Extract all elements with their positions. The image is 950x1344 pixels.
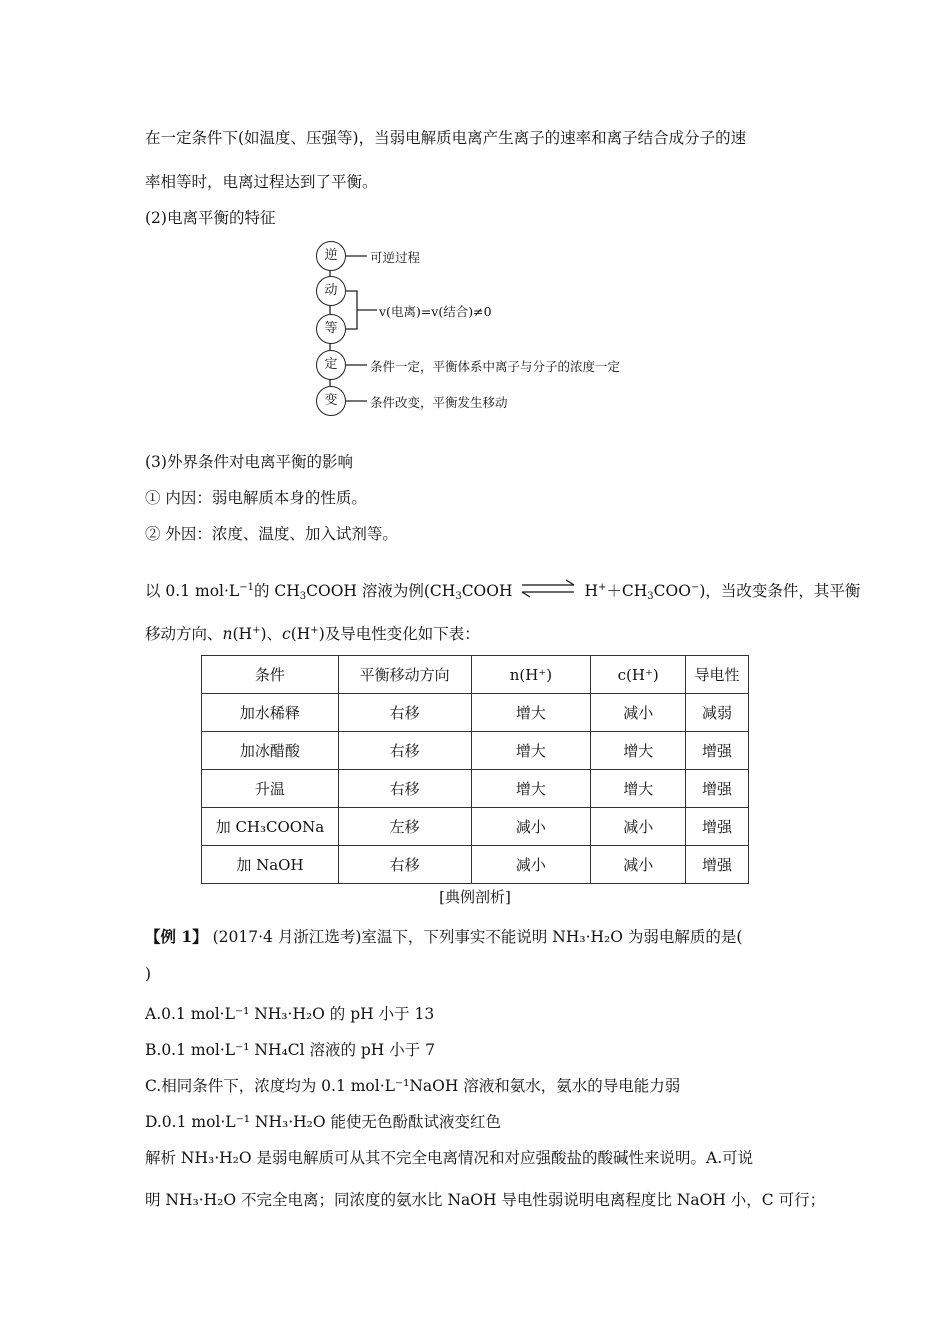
table-cell: 增大 (591, 770, 686, 808)
table-cell: 右移 (338, 846, 471, 884)
label-reversible: 可逆过程 (370, 250, 421, 265)
table-cell: 加水稀释 (202, 694, 339, 732)
table-cell: 增大 (591, 732, 686, 770)
label-change: 条件改变，平衡发生移动 (370, 395, 508, 410)
superscript: + (310, 625, 319, 636)
table-cell: 加 CH₃COONa (202, 808, 339, 846)
table-cell: 减小 (471, 808, 591, 846)
label-fixed: 条件一定，平衡体系中离子与分子的浓度一定 (370, 359, 621, 374)
node-reversible: 逆 (316, 241, 346, 271)
table-header-cell: 条件 (202, 656, 339, 694)
node-equal: 等 (316, 314, 346, 344)
table-header-cell: n(H⁺) (471, 656, 591, 694)
intro-text: 的 CH (253, 582, 300, 600)
table-cell: 减小 (591, 694, 686, 732)
table-cell: 增大 (471, 694, 591, 732)
table-cell: 左移 (338, 808, 471, 846)
example-text: (2017·4 月浙江选考)室温下，下列事实不能说明 NH₃·H₂O 为弱电解质的是( (207, 928, 743, 946)
table-cell: 右移 (338, 694, 471, 732)
intro-text: (H (290, 625, 311, 643)
intro-var: c (282, 625, 291, 643)
subscript: 3 (455, 591, 462, 602)
node-fixed: 定 (316, 350, 346, 380)
example-question (145, 925, 742, 947)
table-header-row (202, 656, 749, 694)
intro-line (145, 622, 480, 644)
label-equal-rates: v(电离)=v(结合)≠0 (379, 304, 492, 319)
superscript: −1 (239, 582, 254, 593)
table-cell: 加冰醋酸 (202, 732, 339, 770)
option-d: D.0.1 mol·L⁻¹ NH₃·H₂O 能使无色酚酞试液变红色 (145, 1113, 501, 1131)
intro-var: n (222, 625, 233, 643)
paragraph-line: 在一定条件下(如温度、压强等)，当弱电解质电离产生离子的速率和离子结合成分子的速 (145, 129, 747, 147)
equilibrium-arrow-icon (518, 578, 578, 600)
intro-text: 移动方向、 (145, 625, 223, 643)
table-row (202, 732, 749, 770)
table-cell: 减弱 (686, 694, 749, 732)
example-close-paren: ) (145, 965, 152, 983)
intro-text: )，当改变条件，其平衡 (699, 582, 861, 600)
table-cell: 加 NaOH (202, 846, 339, 884)
analysis-line: 明 NH₃·H₂O 不完全电离；同浓度的氨水比 NaOH 导电性弱说明电离程度比 NaOH 小，C 可行； (145, 1191, 826, 1209)
table-header-cell: 平衡移动方向 (338, 656, 471, 694)
table-cell: 增大 (471, 770, 591, 808)
table-cell: 增大 (471, 732, 591, 770)
equilibrium-shift-table (201, 655, 749, 884)
superscript: + (598, 582, 607, 593)
table-row (202, 770, 749, 808)
table-row (202, 694, 749, 732)
table-cell: 增强 (686, 846, 749, 884)
table-cell: 右移 (338, 770, 471, 808)
table-cell: 减小 (591, 808, 686, 846)
table-cell: 增强 (686, 808, 749, 846)
table-cell: 右移 (338, 732, 471, 770)
option-c: C.相同条件下，浓度均为 0.1 mol·L⁻¹NaOH 溶液和氨水，氨水的导电能力弱 (145, 1077, 681, 1095)
intro-text: 以 0.1 mol·L (145, 582, 240, 600)
equilibrium-features-diagram (315, 240, 655, 415)
intro-text: )、 (260, 625, 283, 643)
intro-text: COO (653, 582, 691, 600)
list-item: ② 外因：浓度、温度、加入试剂等。 (145, 525, 398, 543)
intro-text: COOH (461, 582, 513, 600)
option-b: B.0.1 mol·L⁻¹ NH₄Cl 溶液的 pH 小于 7 (145, 1041, 436, 1059)
table-header-cell: 导电性 (686, 656, 749, 694)
table-header-cell: c(H⁺) (591, 656, 686, 694)
list-item: ① 内因：弱电解质本身的性质。 (145, 489, 367, 507)
table-cell: 减小 (471, 846, 591, 884)
subscript: 3 (647, 591, 654, 602)
table-cell: 增强 (686, 770, 749, 808)
subscript: 3 (299, 591, 307, 602)
node-dynamic: 动 (316, 276, 346, 306)
superscript: − (690, 582, 700, 593)
intro-text: COOH 溶液为例(CH (306, 582, 456, 600)
intro-line (145, 578, 860, 602)
intro-text: H (584, 582, 599, 600)
section-heading: (3)外界条件对电离平衡的影响 (145, 453, 353, 471)
option-a: A.0.1 mol·L⁻¹ NH₃·H₂O 的 pH 小于 13 (145, 1005, 435, 1023)
table-row (202, 808, 749, 846)
paragraph-line: 率相等时，电离过程达到了平衡。 (145, 173, 378, 191)
example-tag: 【例 1】 (145, 927, 208, 946)
section-caption: [典例剖析] (439, 888, 511, 906)
table-cell: 升温 (202, 770, 339, 808)
table-cell: 增强 (686, 732, 749, 770)
intro-text: (H (232, 625, 253, 643)
table-cell: 减小 (591, 846, 686, 884)
node-change: 变 (316, 386, 346, 416)
section-heading: (2)电离平衡的特征 (145, 209, 276, 227)
table-row (202, 846, 749, 884)
analysis-line: 解析 NH₃·H₂O 是弱电解质可从其不完全电离情况和对应强酸盐的酸碱性来说明。A.可说 (145, 1149, 754, 1167)
intro-text: ＋CH (606, 582, 648, 600)
diagram-connectors (315, 240, 655, 415)
intro-text: )及导电性变化如下表： (318, 625, 480, 643)
superscript: + (252, 625, 261, 636)
